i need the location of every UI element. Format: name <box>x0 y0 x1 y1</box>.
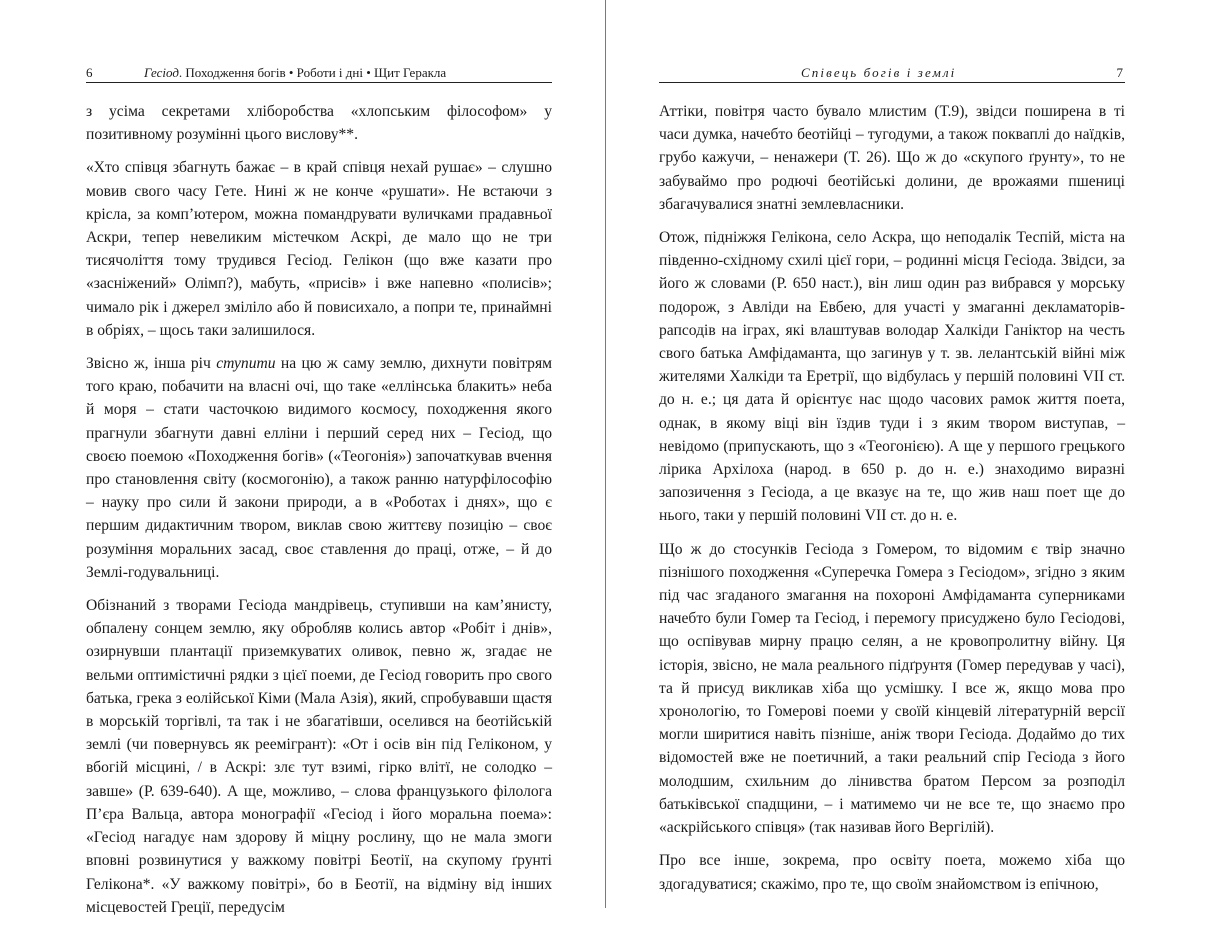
paragraph: Що ж до стосунків Гесіода з Гомером, то відомим є твір значно пізнішого походження «Суперечка Гомера з Гесіодом», згідно з яким під час згаданого змагання на похороні Амфідаманта суперниками начебто були Гомер та Гесіод, і перемогу присуджено було Гесіодові, що оспівував мирну працю селян, а не кровопролитну війну. Ця історія, звісно, не мала реального підґрунтя (Гомер передував у часі), та й присуд викликав хіба що усмішку. І все ж, якщо мова про хронологію, то Гомерові поеми у своїй кінцевій літературній версії могли ширитися навіть пізніше, аніж твори Гесіода. Додаймо до тих відомостей вже не поетичний, а таки реальний спір Гесіода з його молодшим, схильним до лінивства братом Персом за розподіл батьківської спадщини, – і матимемо чи не все те, що знаємо про «аскрійського співця» (так називав його Вергілій). <box>659 540 1125 837</box>
left-page-body <box>86 100 552 929</box>
page-number: 6 <box>86 65 93 80</box>
running-head: Співець богів і землі <box>801 65 957 80</box>
running-head <box>144 66 446 80</box>
running-head-author: Гесіод <box>144 65 179 80</box>
paragraph: з усіма секретами хліборобства «хлопським філософом» у позитивному розумінні цього вислову**. <box>86 103 552 144</box>
paragraph: Про все інше, зокрема, про освіту поета, можемо хіба що здогадуватися; скажімо, про те, що своїм знайомством із епічною, <box>659 852 1125 893</box>
emphasis: ступити <box>216 355 276 373</box>
paragraph: Звісно ж, інша річ ступити на цю ж саму землю, дихнути повітрям того краю, побачити на власні очі, що таке «еллінська блакить» неба й моря – стати часточкою видимого космосу, походження якого прагнули збагнути давні елліни і перший серед них – Гесіод, що своєю поемою «Походження богів» («Теогонія») започаткував вчення про становлення світу (космогонію), а також ранню натурфілософію – науку про сили й закони природи, а в «Роботах і днях», що є першим дидактичним твором, виклав свою життєву позицію – своє розуміння моральних засад, своє ставлення до праці, отже, – й до Землі-годувальниці. <box>86 355 553 581</box>
right-page-body <box>659 100 1125 906</box>
paragraph: Отож, підніжжя Гелікона, село Аскра, що неподалік Теспій, міста на південно-східному схилі цієї гори, – родинні місця Гесіода. Звідси, за його ж словами (Р. 650 наст.), він лиш один раз вибрався у морську подорож, з Авліди на Евбею, для участі у змаганні декламаторів-рапсодів на іграх, які влаштував володар Халкіди Ганіктор на честь свого батька Амфідаманта, що загинув у т. зв. лелантській війні між жителями Халкіди та Еретрії, що відбулась у першій половині VII ст. до н. е.; ця дата й орієнтує нас щодо часових рамок життя поета, однак, в якому віці він їздив туди і з яким твором виступав, – невідомо (припускають, що з «Теогонією). А ще у першого грецького лірика Архілоха (народ. в 650 р. до н. е.) знаходимо виразні запозичення з Гесіода, а це вказує на те, що жив наш поет ще до нього, таки у першій половині VII ст. до н. е. <box>659 229 1125 525</box>
page-number: 7 <box>1116 65 1123 80</box>
page-gutter <box>605 0 606 908</box>
paragraph: Аттіки, повітря часто бувало млистим (Т.9), звідси поширена в ті часи думка, начебто беотійці – тугодуми, а також покваплі до наїдків, грубо кажучи, – ненажери (Т. 26). Що ж до «скупого ґрунту», то не забуваймо про родючі беотійські долини, де врожаями пшениці збагачувалися знатні землевласники. <box>659 103 1125 213</box>
right-page <box>659 0 1125 908</box>
right-page-header <box>659 66 1125 83</box>
paragraph: «Хто співця збагнуть бажає – в край співця нехай рушає» – слушно мовив свого часу Гете. Нині ж не конче «рушати». Не встаючи з крісла, за комп’ютером, можна помандрувати вуличками прадавньої Аскри, тепер невеликим містечком Аскрі, де мало що не три тисячоліття тому трудився Гесіод. Гелікон (що вже казати про «засніжений» Олімп?), мабуть, «присів» і вже напевно «полисів»; чимало рік і джерел зміліло або й повисихало, а попри те, принаймні в обріях, – щось таки залишилося. <box>86 159 552 339</box>
paragraph: Обізнаний з творами Гесіода мандрівець, ступивши на кам’янисту, обпалену сонцем землю, яку обробляв колись автор «Робіт і днів», озирнувши плантації приземкуватих оливок, певно ж, згадає не вельми оптимістичні рядки з цієї поеми, де Гесіод говорить про свого батька, грека з еолійської Кіми (Мала Азія), який, спробувавши щастя в морській торгівлі, та так і не збагатівши, оселився на беотійській землі (чи повернувсь як реемігрант): «От і осів він під Геліконом, у вбогій місцині, / в Аскрі: злє тут взимі, гірко влітї, не солодко – завше» (Р. 639-640). А ще, можливо, – слова французького філолога П’єра Вальца, автора монографії «Гесіод і його моральна поема»: «Гесіод нагадує нам здорову й міцну рослину, що не мала змоги вповні розвинутися у важкому повітрі Беотії, на скупому ґрунті Гелікона*. «У важкому повітрі», бо в Беотії, на відміну від інших місцевостей Греції, передусім <box>86 597 552 916</box>
running-head-title: . Походження богів • Роботи і дні • Щит Геракла <box>178 65 447 80</box>
left-page <box>86 0 553 916</box>
left-page-header <box>86 66 552 83</box>
